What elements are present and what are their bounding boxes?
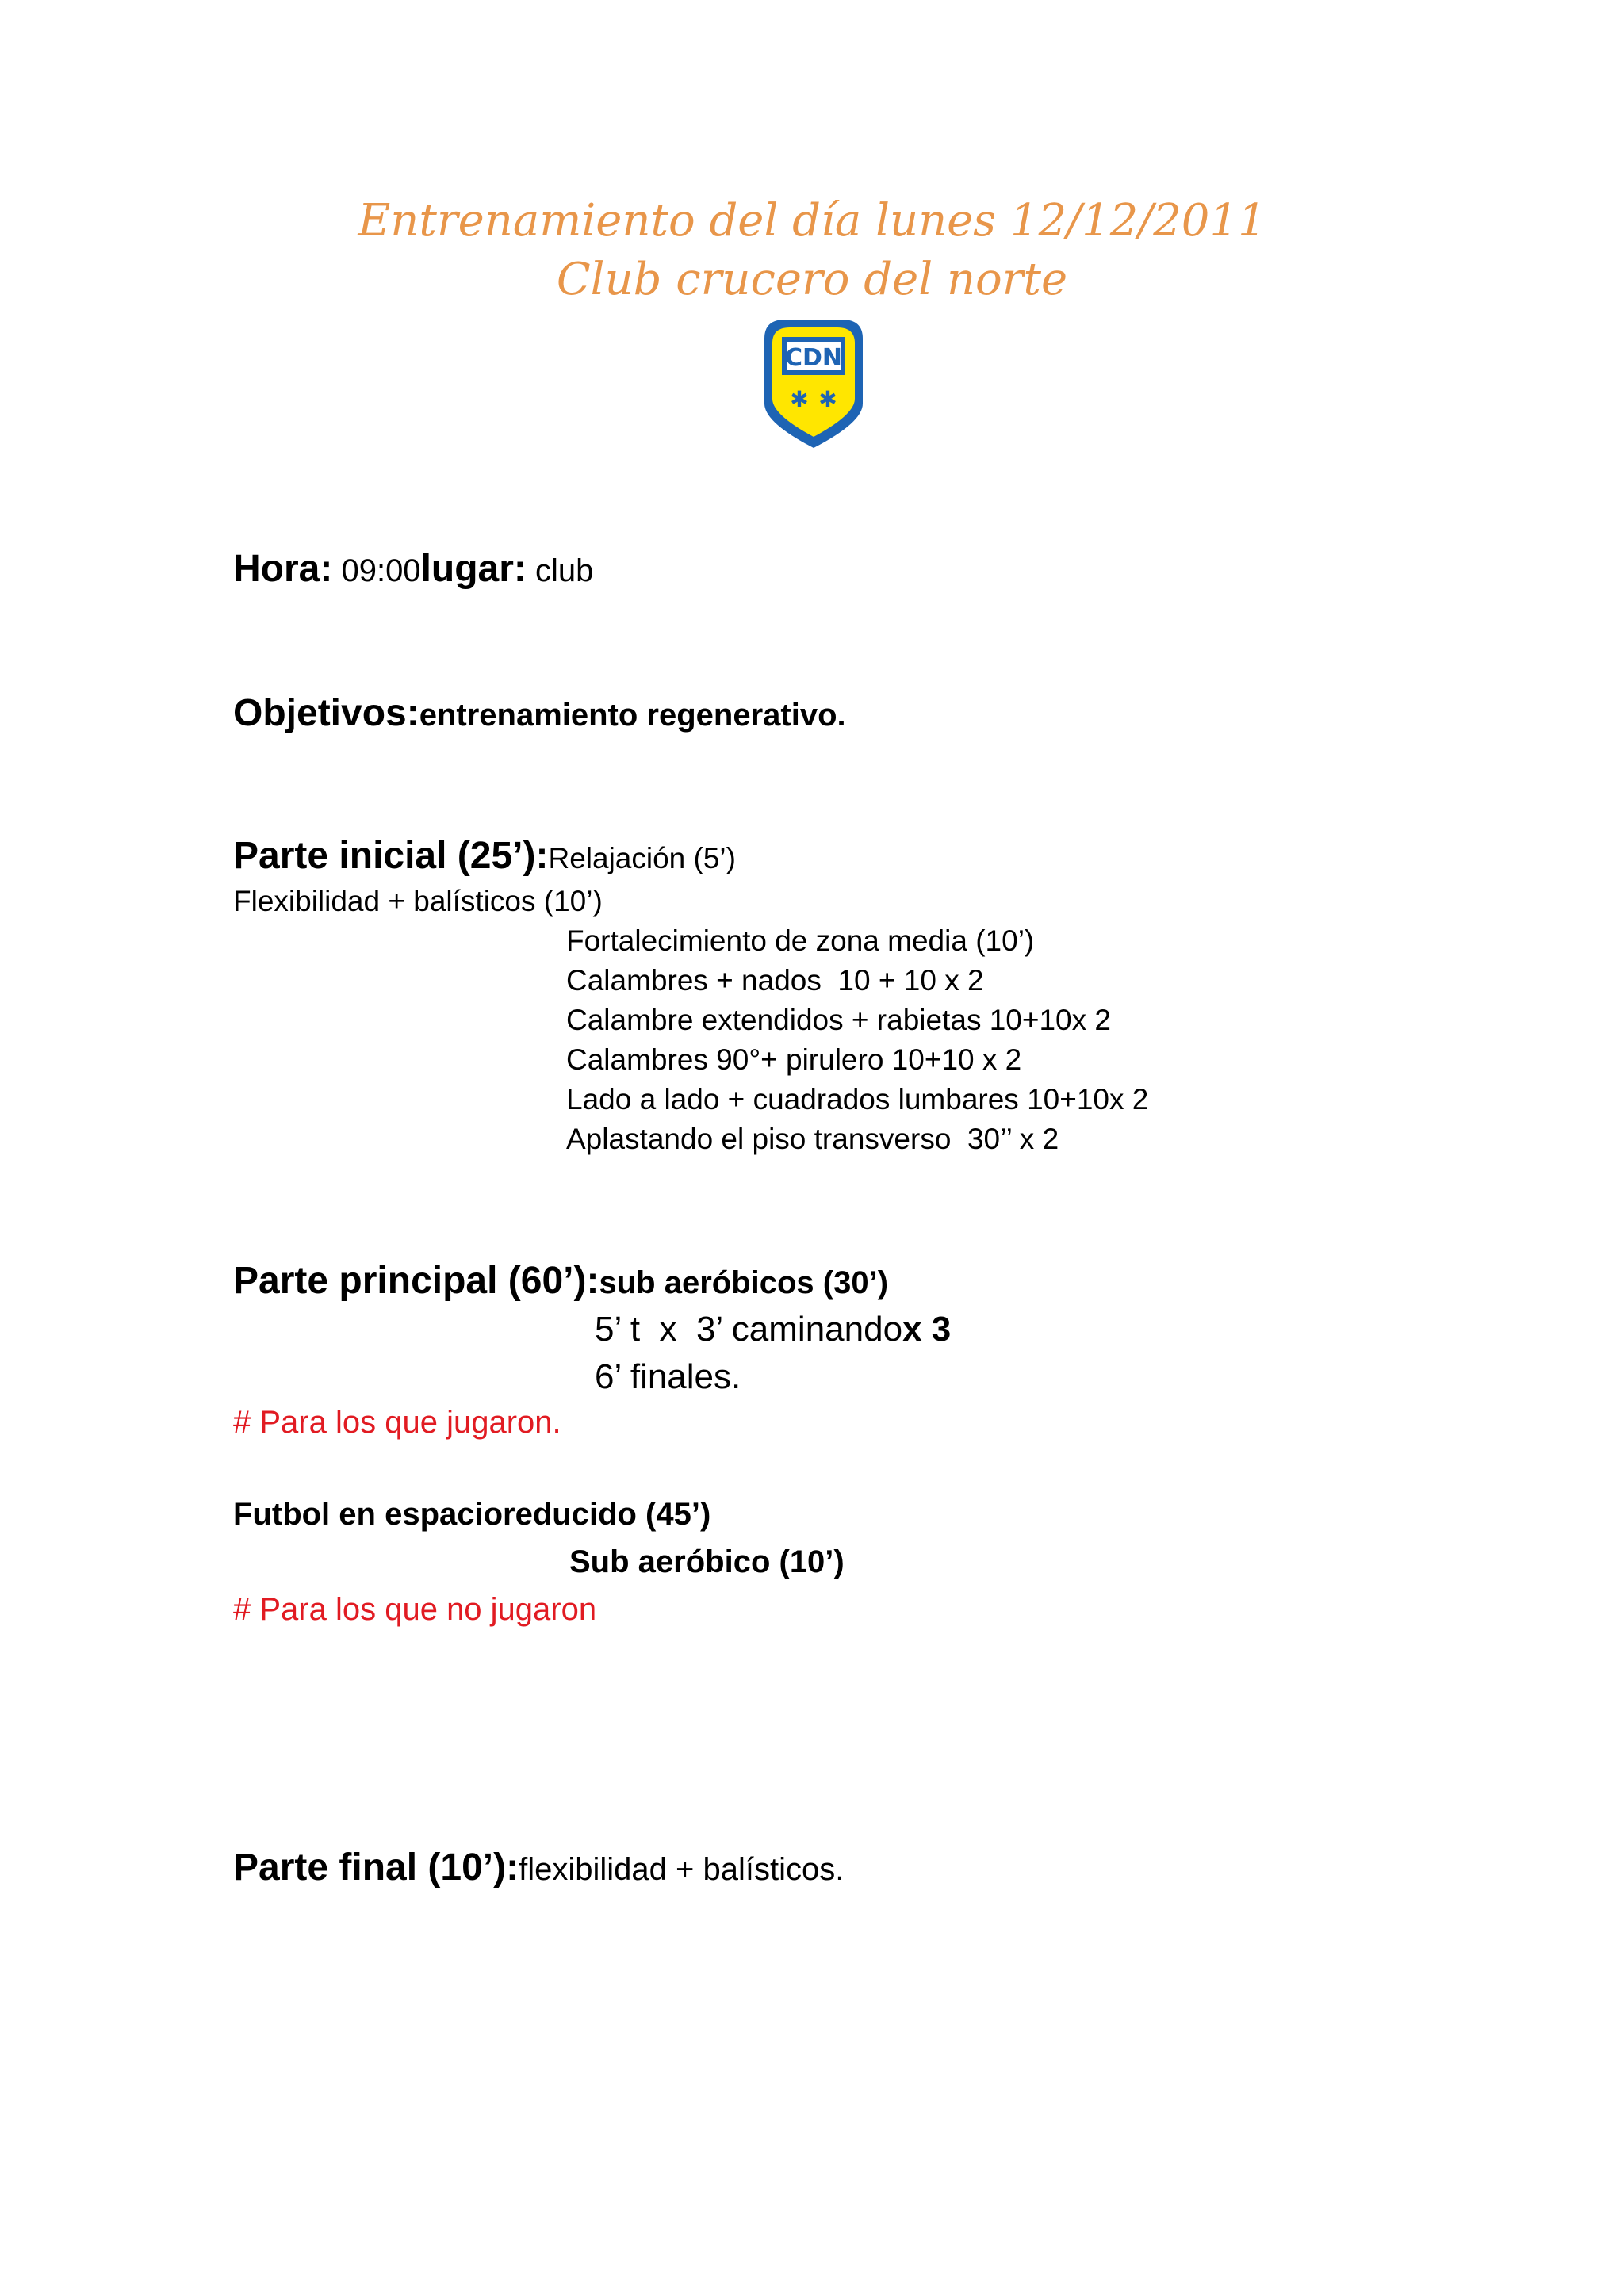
flexibilidad-text: Flexibilidad + balísticos (10’) xyxy=(233,885,603,917)
inicial-item: Aplastando el piso transverso 30’’ x 2 xyxy=(566,1123,1059,1155)
title-line-1: Entrenamiento del día lunes 12/12/2011 xyxy=(358,195,1266,247)
inicial-item: Calambres 90°+ pirulero 10+10 x 2 xyxy=(566,1043,1022,1076)
note-jugaron: # Para los que jugaron. xyxy=(233,1405,561,1440)
svg-text:✱: ✱ xyxy=(818,386,837,412)
objetivos-line xyxy=(233,691,846,735)
parte-inicial-line xyxy=(233,834,736,878)
logo-text: CDN xyxy=(784,344,843,372)
principal-line-1-text: 5’ t x 3’ caminando xyxy=(595,1310,903,1349)
inicial-item: Calambre extendidos + rabietas 10+10x 2 xyxy=(566,1004,1111,1036)
inicial-item: Calambres + nados 10 + 10 x 2 xyxy=(566,964,984,997)
principal-line-1 xyxy=(595,1310,951,1349)
principal-line-2: 6’ finales. xyxy=(595,1357,741,1396)
sub-aerobicos-text: sub aeróbicos (30’) xyxy=(599,1265,889,1300)
parte-final-label: Parte final (10’): xyxy=(233,1846,519,1888)
club-logo-icon xyxy=(758,315,869,451)
futbol-text: Futbol en espacioreducido (45’) xyxy=(233,1497,711,1532)
note-no-jugaron: # Para los que no jugaron xyxy=(233,1592,597,1627)
sub-aerobico-text: Sub aeróbico (10’) xyxy=(569,1544,845,1579)
objetivos-label: Objetivos: xyxy=(233,692,419,734)
lugar-label: lugar: xyxy=(420,548,527,590)
parte-final-value: flexibilidad + balísticos. xyxy=(519,1852,845,1887)
lugar-value: club xyxy=(526,553,594,588)
inicial-item: Fortalecimiento de zona media (10’) xyxy=(566,924,1035,957)
hora-label: Hora: xyxy=(233,548,333,590)
parte-principal-label: Parte principal (60’): xyxy=(233,1260,599,1302)
svg-text:✱: ✱ xyxy=(790,386,809,412)
parte-inicial-label: Parte inicial (25’): xyxy=(233,835,549,877)
relajacion-text: Relajación (5’) xyxy=(548,842,736,874)
parte-principal-line xyxy=(233,1259,888,1303)
parte-final-line xyxy=(233,1846,844,1889)
hora-value: 09:00 xyxy=(332,553,421,588)
hora-line xyxy=(233,547,593,591)
objetivos-value: entrenamiento regenerativo. xyxy=(419,698,846,733)
title-line-2: Club crucero del norte xyxy=(556,254,1068,305)
inicial-item: Lado a lado + cuadrados lumbares 10+10x 2 xyxy=(566,1083,1149,1115)
principal-line-1-bold: x 3 xyxy=(902,1310,952,1349)
